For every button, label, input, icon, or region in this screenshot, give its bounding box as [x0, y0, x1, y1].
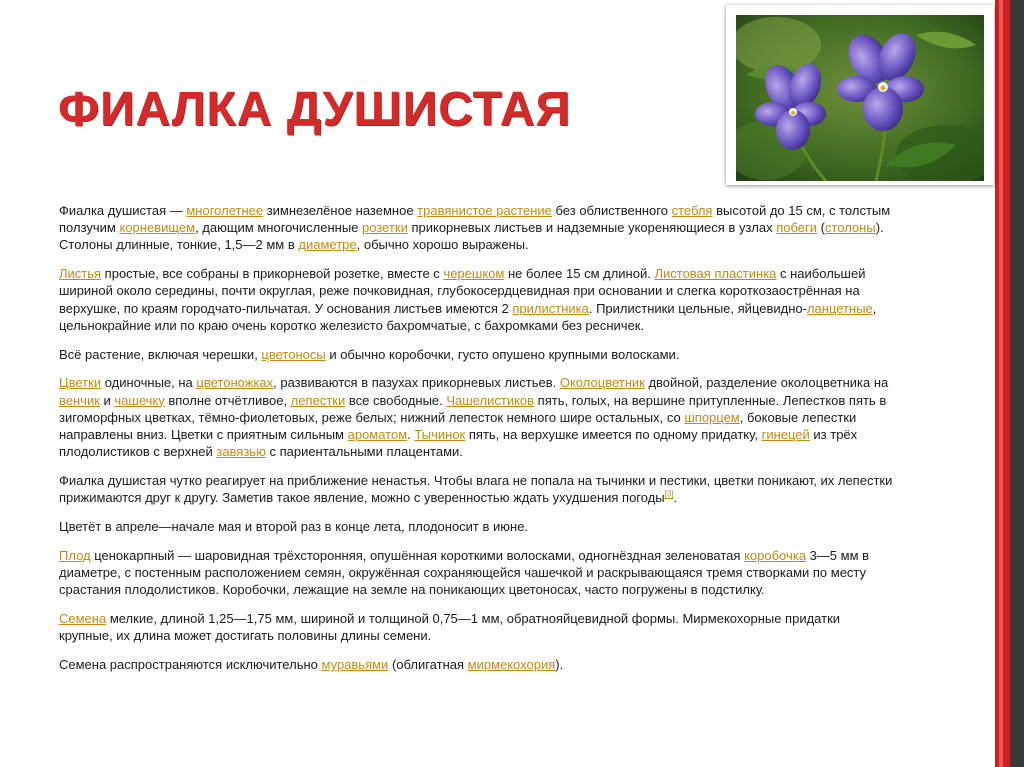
wiki-link[interactable]: ароматом: [347, 427, 408, 443]
text-run: Цветёт в апреле—начале мая и второй раз в конце лета, плодоносит в июне.: [59, 519, 529, 535]
flower-photo-frame: [726, 5, 994, 185]
article-body: [59, 202, 897, 685]
wiki-link[interactable]: диаметре: [298, 237, 357, 253]
text-run: пять, голых, на вершине притупленные. Лепестков пять в зигоморфных цветках, тёмно-фиолетовых, реже белых; нижний лепесток немного шире остальных, со: [59, 392, 887, 425]
text-run: простые, все собраны в прикорневой розетке, вместе с: [101, 266, 444, 282]
text-run: двойной, разделение околоцветника на: [644, 375, 889, 391]
wiki-link[interactable]: розетки: [362, 220, 408, 236]
text-run: одиночные, на: [101, 375, 197, 391]
wiki-link[interactable]: прилистника: [512, 300, 589, 316]
wiki-link[interactable]: Околоцветник: [559, 375, 645, 391]
text-run: Семена распространяются исключительно: [59, 657, 322, 673]
wiki-link[interactable]: многолетнее: [186, 203, 264, 218]
wiki-link[interactable]: травянистое растение: [417, 203, 552, 218]
wiki-link[interactable]: завязью: [216, 444, 266, 460]
wiki-link[interactable]: лепестки: [290, 392, 346, 408]
wiki-link[interactable]: Плод: [59, 547, 91, 563]
wiki-link[interactable]: цветоножках: [196, 375, 274, 391]
text-run: и: [99, 392, 115, 408]
text-run: , обычно хорошо выражены.: [356, 237, 529, 253]
article-paragraph: [59, 265, 897, 334]
text-run: Всё растение, включая черешки,: [59, 346, 262, 362]
right-border-dark: [1010, 0, 1024, 767]
right-border-highlight: [999, 0, 1003, 767]
citation-link[interactable]: [3]: [664, 489, 674, 499]
text-run: ).: [555, 657, 564, 673]
wiki-link[interactable]: черешком: [443, 266, 505, 282]
wiki-link[interactable]: шпорцем: [684, 409, 740, 425]
wiki-link[interactable]: чашечку: [114, 392, 165, 408]
text-run: .: [407, 427, 415, 443]
text-run: , дающим многочисленные: [195, 220, 362, 236]
text-run: и обычно коробочки, густо опушено крупными волосками.: [325, 346, 680, 362]
text-run: все свободные.: [345, 392, 447, 408]
wiki-link[interactable]: венчик: [59, 392, 100, 408]
wiki-link[interactable]: ланцетные: [806, 300, 873, 316]
text-run: вполне отчётливое,: [164, 392, 291, 408]
wiki-link[interactable]: Цветки: [59, 375, 102, 391]
text-run: ценокарпный — шаровидная трёхсторонняя, опушённая короткими волосками, одногнёздная зеленоватая: [90, 547, 745, 563]
article-paragraph: [59, 547, 897, 599]
text-run: Фиалка душистая —: [59, 203, 187, 218]
text-run: 3—5 мм в диаметре, с постенным расположением семян, окружённая сохраняющейся чашечкой и раскрывающаяся тремя створками по месту срастания плодолистиков. Коробочки, лежащие на земле на поникающих цветоносах, часто погружены в подстилку.: [59, 547, 870, 598]
wiki-link[interactable]: гинецей: [761, 427, 810, 443]
wiki-link[interactable]: Чашелистиков: [446, 392, 535, 408]
text-run: (: [817, 220, 825, 236]
article-paragraph: [59, 346, 897, 363]
violet-flowers-photo: [736, 15, 984, 181]
text-run: с париентальными плацентами.: [265, 444, 463, 460]
text-run: прикорневых листьев и надземные укореняющиеся в узлах: [407, 220, 777, 236]
wiki-link[interactable]: Семена: [59, 611, 107, 627]
wiki-link[interactable]: стебля: [671, 203, 713, 218]
text-run: пять, на верхушке имеется по одному придатку,: [465, 427, 762, 443]
wiki-link[interactable]: мирмекохория: [467, 657, 556, 673]
wiki-link[interactable]: корневищем: [119, 220, 196, 236]
text-run: Фиалка душистая чутко реагирует на приближение ненастья. Чтобы влага не попала на тычинки и пестики, цветки поникают, их лепестки прижимаются друг к другу. Заметив такое явление, можно с уверенностью ждать ухудшения погоды: [59, 473, 893, 506]
text-run: .: [673, 490, 678, 506]
text-run: . Прилистники цельные, яйцевидно-: [588, 300, 807, 316]
wiki-link[interactable]: цветоносы: [261, 346, 326, 362]
page-title: ФИАЛКА ДУШИСТАЯ: [58, 83, 571, 136]
wiki-link[interactable]: муравьями: [321, 657, 389, 673]
wiki-link[interactable]: побеги: [776, 220, 817, 236]
text-run: (облигатная: [388, 657, 468, 673]
text-run: , боковые лепестки направлены вниз. Цветки с приятным сильным: [59, 409, 857, 443]
wiki-link[interactable]: коробочка: [744, 547, 806, 563]
text-run: ). Столоны длинные, тонкие, 1,5—2 мм в: [59, 220, 884, 253]
text-run: не более 15 см длиной.: [504, 266, 655, 282]
article-paragraph: [59, 518, 897, 535]
article-paragraph: [59, 202, 897, 254]
text-run: без облиственного: [551, 203, 672, 218]
text-run: зимнезелёное наземное: [263, 203, 418, 218]
text-run: , цельнокрайние или по краю очень коротко железисто бахромчатые, с бахромками без ресничек.: [59, 300, 877, 333]
article-paragraph: [59, 610, 897, 644]
wiki-link[interactable]: столоны: [824, 220, 876, 236]
text-run: с наибольшей шириной около середины, почти округлая, реже почковидная, глубокосердцевидная при основании и слегка короткозаострённая на верхушке, по краям городчато-пильчатая. У основания листьев имеются 2: [59, 266, 866, 316]
article-paragraph: [59, 472, 897, 506]
article-paragraph: [59, 374, 897, 460]
wiki-link[interactable]: Листья: [59, 266, 102, 282]
text-run: , развиваются в пазухах прикорневых листьев.: [273, 375, 560, 391]
text-run: из трёх плодолистиков с верхней: [59, 427, 858, 460]
wiki-link[interactable]: Тычинок: [414, 427, 466, 443]
text-run: мелкие, длиной 1,25—1,75 мм, шириной и толщиной 0,75—1 мм, обратнояйцевидной формы. Мирмекохорные придатки крупные, их длина может достигать половины длины семени.: [59, 611, 841, 644]
text-run: высотой до 15 см, с толстым ползучим: [59, 203, 891, 236]
article-paragraph: [59, 656, 897, 673]
wiki-link[interactable]: Листовая пластинка: [654, 266, 777, 282]
